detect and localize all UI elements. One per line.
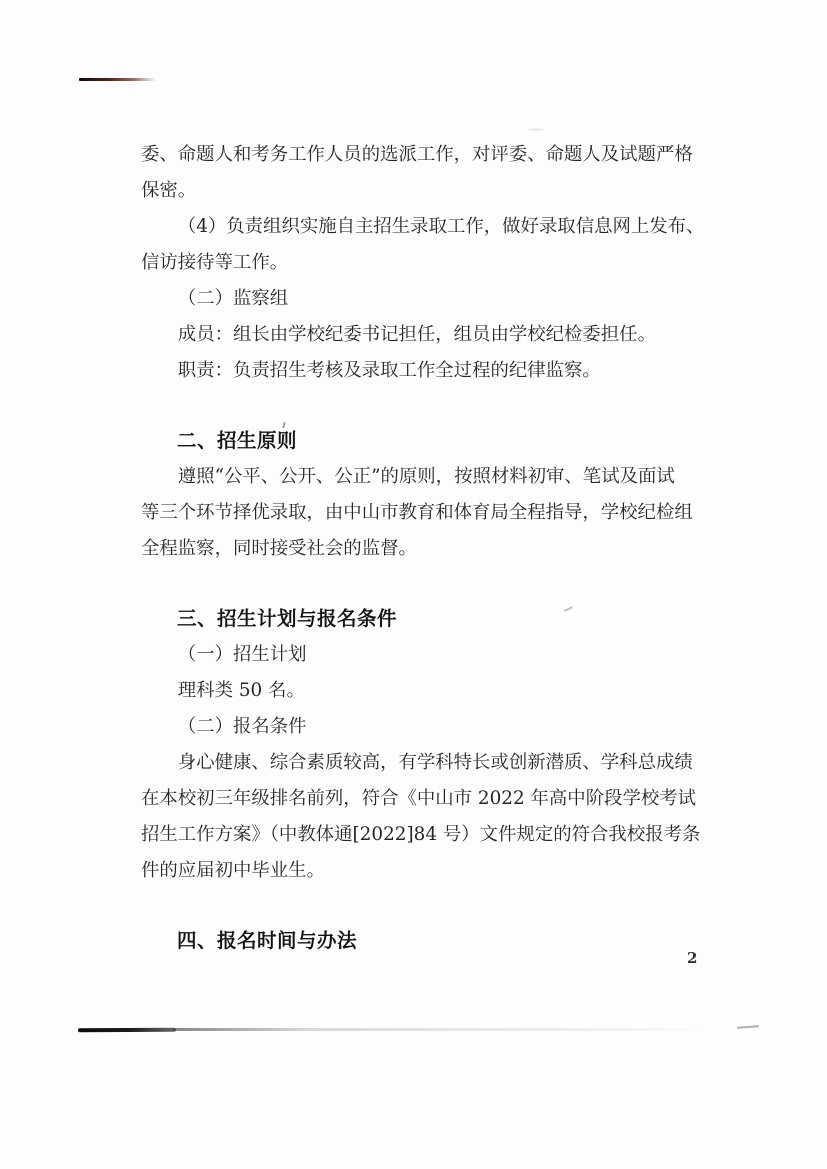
section-heading: 四、报名时间与办法 bbox=[177, 929, 358, 952]
text-line: 全程监察，同时接受社会的监督。 bbox=[141, 538, 417, 559]
text-line: 件的应届初中毕业生。 bbox=[141, 860, 325, 881]
scan-artifact-bottom-streak-faint bbox=[172, 1028, 707, 1031]
text-line: 委、命题人和考务工作人员的选派工作，对评委、命题人及试题严格 bbox=[141, 144, 693, 165]
document-body bbox=[141, 137, 761, 959]
text-line: （二）报名条件 bbox=[177, 716, 307, 737]
scan-artifact-bottom-streak-dark bbox=[78, 1028, 176, 1032]
text-line: 保密。 bbox=[141, 180, 197, 201]
text-line: 成员：组长由学校纪委书记担任，组员由学校纪检委担任。 bbox=[177, 324, 656, 345]
text-line: （一）招生计划 bbox=[177, 644, 307, 665]
section-heading: 二、招生原则 bbox=[177, 429, 298, 452]
text-line: 招生工作方案》（中教体通[2022]84 号）文件规定的符合我校报考条 bbox=[141, 824, 701, 845]
text-line: 等三个环节择优录取，由中山市教育和体育局全程指导，学校纪检组 bbox=[141, 502, 693, 523]
text-line: 在本校初三年级排名前列，符合《中山市 2022 年高中阶段学校考试 bbox=[141, 788, 697, 809]
scan-artifact-smudge bbox=[528, 128, 544, 131]
text-line: （4）负责组织实施自主招生录取工作，做好录取信息网上发布、 bbox=[177, 216, 705, 237]
text-line: （二）监察组 bbox=[177, 288, 289, 309]
scan-artifact-top-line bbox=[79, 78, 156, 81]
section-heading: 三、招生计划与报名条件 bbox=[177, 607, 398, 630]
text-line: 职责：负责招生考核及录取工作全过程的纪律监察。 bbox=[177, 360, 601, 381]
text-line: 遵照“公平、公开、公正”的原则，按照材料初审、笔试及面试 bbox=[177, 466, 675, 487]
text-line: 理科类 50 名。 bbox=[177, 680, 305, 701]
text-line: 身心健康、综合素质较高，有学科特长或创新潜质、学科总成绩 bbox=[177, 752, 693, 773]
page-number: 2 bbox=[687, 949, 698, 967]
scan-artifact-bottom-dash bbox=[737, 1025, 759, 1029]
text-line: 信访接待等工作。 bbox=[141, 252, 289, 273]
